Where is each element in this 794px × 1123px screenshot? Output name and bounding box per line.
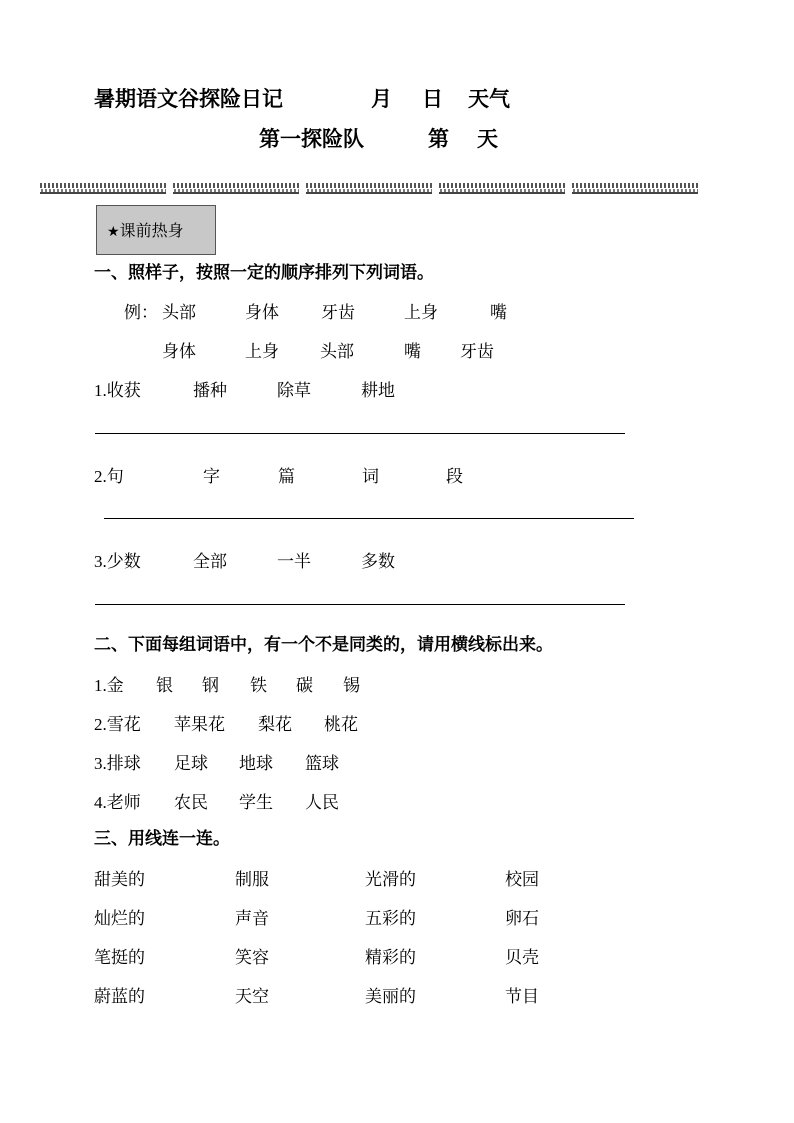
match-adjective[interactable]: 灿烂的 [94,909,145,929]
example-word: 上身 [404,303,438,323]
match-adjective[interactable]: 精彩的 [365,948,416,968]
question-number: 2. [94,467,107,486]
match-noun[interactable]: 笑容 [235,948,269,968]
border-segment [173,180,299,194]
group-word[interactable]: 梨花 [258,715,292,735]
star-icon: ★ [107,224,120,240]
example-word: 身体 [245,303,279,323]
group-word[interactable]: 银 [156,676,173,696]
example-answer-word: 上身 [245,342,279,362]
warmup-label-wrap [107,218,184,241]
question-word: 篇 [278,467,295,487]
border-segment [40,180,166,194]
example-word: 头部 [162,303,196,323]
decorative-border [40,180,706,194]
border-segment [572,180,698,194]
group-word[interactable]: 钢 [202,676,219,696]
match-noun[interactable]: 节目 [505,987,539,1007]
question-2 [94,462,124,487]
question-word: 句 [106,467,124,487]
example-word: 嘴 [490,303,507,323]
group-word[interactable]: 苹果花 [174,715,225,735]
group-word[interactable]: 排球 [106,754,141,774]
weather-label: 天气 [468,87,510,111]
question-word: 播种 [193,381,227,401]
row-number: 2. [94,715,107,734]
match-adjective[interactable]: 笔挺的 [94,948,145,968]
month-label: 月 [371,87,392,111]
example-answer-word: 头部 [320,342,354,362]
team-label: 第一探险队 [259,127,364,151]
group-word[interactable]: 桃花 [324,715,358,735]
border-segment [439,180,565,194]
group-row-1 [94,671,124,696]
answer-line[interactable] [95,604,625,605]
diary-title: 暑期语文谷探险日记 [94,87,283,111]
question-number: 3. [94,552,107,571]
question-word: 字 [203,467,220,487]
question-3 [94,547,141,572]
group-word[interactable]: 老师 [106,793,141,813]
question-word: 耕地 [361,381,395,401]
group-word[interactable]: 人民 [305,793,339,813]
question-word: 除草 [277,381,311,401]
group-word[interactable]: 雪花 [106,715,141,735]
row-number: 1. [94,676,107,695]
group-word[interactable]: 足球 [174,754,208,774]
group-row-2 [94,710,141,735]
example-answer-word: 嘴 [404,342,421,362]
answer-line[interactable] [95,433,625,434]
group-row-4 [94,788,141,813]
group-word[interactable]: 金 [106,676,124,696]
row-number: 3. [94,754,107,773]
answer-line[interactable] [104,518,634,519]
group-word[interactable]: 锡 [343,676,360,696]
group-word[interactable]: 地球 [239,754,273,774]
example-prefix: 例： [124,303,158,323]
di-label: 第 [428,127,449,151]
match-adjective[interactable]: 五彩的 [365,909,416,929]
match-noun[interactable]: 校园 [505,870,539,890]
match-adjective[interactable]: 光滑的 [365,870,416,890]
tian-label: 天 [477,127,498,151]
example-word: 牙齿 [321,303,355,323]
warmup-label: 课前热身 [119,221,184,240]
question-word: 全部 [193,552,227,572]
question-word: 多数 [361,552,395,572]
match-noun[interactable]: 制服 [235,870,269,890]
border-segment [306,180,432,194]
group-word[interactable]: 学生 [239,793,273,813]
question-word: 一半 [277,552,311,572]
section3-heading: 三、用线连一连。 [94,829,230,849]
match-noun[interactable]: 天空 [235,987,269,1007]
group-word[interactable]: 篮球 [305,754,339,774]
question-word: 段 [446,467,463,487]
group-word[interactable]: 农民 [174,793,208,813]
match-adjective[interactable]: 蔚蓝的 [94,987,145,1007]
day-label: 日 [422,87,443,111]
match-noun[interactable]: 贝壳 [505,948,539,968]
group-row-3 [94,749,141,774]
example-answer-word: 牙齿 [460,342,494,362]
match-noun[interactable]: 声音 [235,909,269,929]
match-adjective[interactable]: 甜美的 [94,870,145,890]
section1-heading: 一、照样子，按照一定的顺序排列下列词语。 [94,263,434,283]
question-word: 少数 [106,552,141,572]
question-1 [94,376,141,401]
question-word: 收获 [106,381,141,401]
section2-heading: 二、下面每组词语中，有一个不是同类的，请用横线标出来。 [94,635,553,655]
example-answer-word: 身体 [162,342,196,362]
group-word[interactable]: 铁 [250,676,267,696]
group-word[interactable]: 碳 [296,676,313,696]
warmup-box [96,205,216,255]
question-number: 1. [94,381,107,400]
match-adjective[interactable]: 美丽的 [365,987,416,1007]
row-number: 4. [94,793,107,812]
question-word: 词 [362,467,379,487]
match-noun[interactable]: 卵石 [505,909,539,929]
